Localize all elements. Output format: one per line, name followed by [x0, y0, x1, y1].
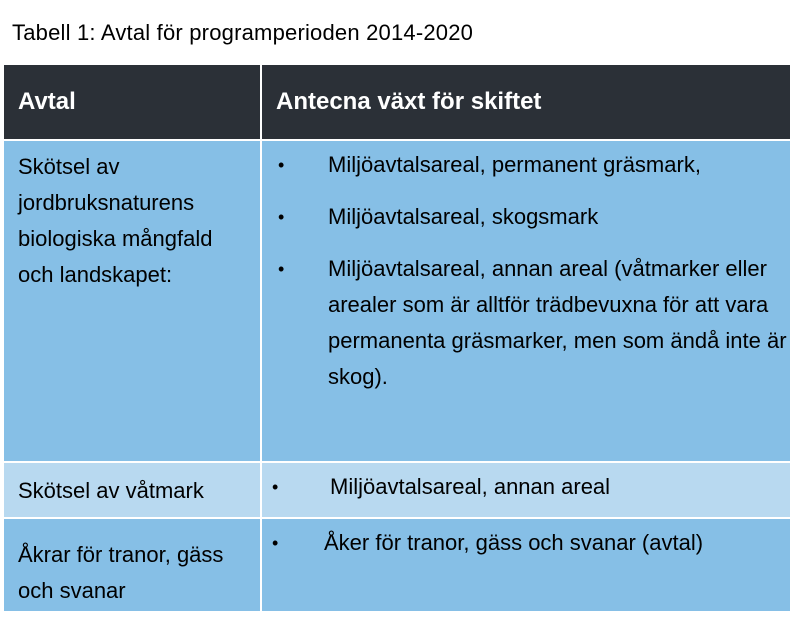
- item-list: [262, 141, 790, 395]
- bullet-icon: •: [272, 477, 279, 497]
- items-cell: [261, 518, 791, 612]
- item-list: [262, 463, 790, 505]
- list-item: • Åker för tranor, gäss och svanar (avtal): [262, 525, 790, 561]
- items-cell: [261, 140, 791, 462]
- bullet-icon: •: [272, 533, 279, 553]
- item-list: [262, 519, 790, 561]
- header-antecna: Antecna växt för skiftet: [261, 64, 791, 140]
- avtal-text: Åkrar för tranor, gäss och svanar: [18, 542, 224, 603]
- avtal-cell: [3, 518, 261, 612]
- items-cell: [261, 462, 791, 518]
- list-item: • Miljöavtalsareal, skogsmark: [262, 199, 790, 235]
- agreements-table: [2, 63, 792, 613]
- list-item: • Miljöavtalsareal, annan areal (våtmarker eller arealer som är alltför trädbevuxna för att vara permanenta gräsmarker, men som ändå inte är skog).: [262, 251, 790, 395]
- list-item: • Miljöavtalsareal, permanent gräsmark,: [262, 147, 790, 183]
- avtal-cell: [3, 462, 261, 518]
- table-caption: Tabell 1: Avtal för programperioden 2014-2020: [12, 20, 474, 45]
- list-item: • Miljöavtalsareal, annan areal: [262, 469, 790, 505]
- avtal-text: Skötsel av våtmark: [18, 478, 204, 503]
- table-header-row: [3, 64, 791, 140]
- avtal-cell: [3, 140, 261, 462]
- avtal-text: Skötsel av jordbruksnaturens biologiska mångfald och landskapet:: [18, 154, 213, 287]
- bullet-icon: •: [278, 207, 285, 227]
- header-avtal: Avtal: [3, 64, 261, 140]
- bullet-icon: •: [278, 155, 285, 175]
- table-row: [3, 140, 791, 462]
- table-row: [3, 462, 791, 518]
- table-row: [3, 518, 791, 612]
- bullet-icon: •: [278, 259, 285, 279]
